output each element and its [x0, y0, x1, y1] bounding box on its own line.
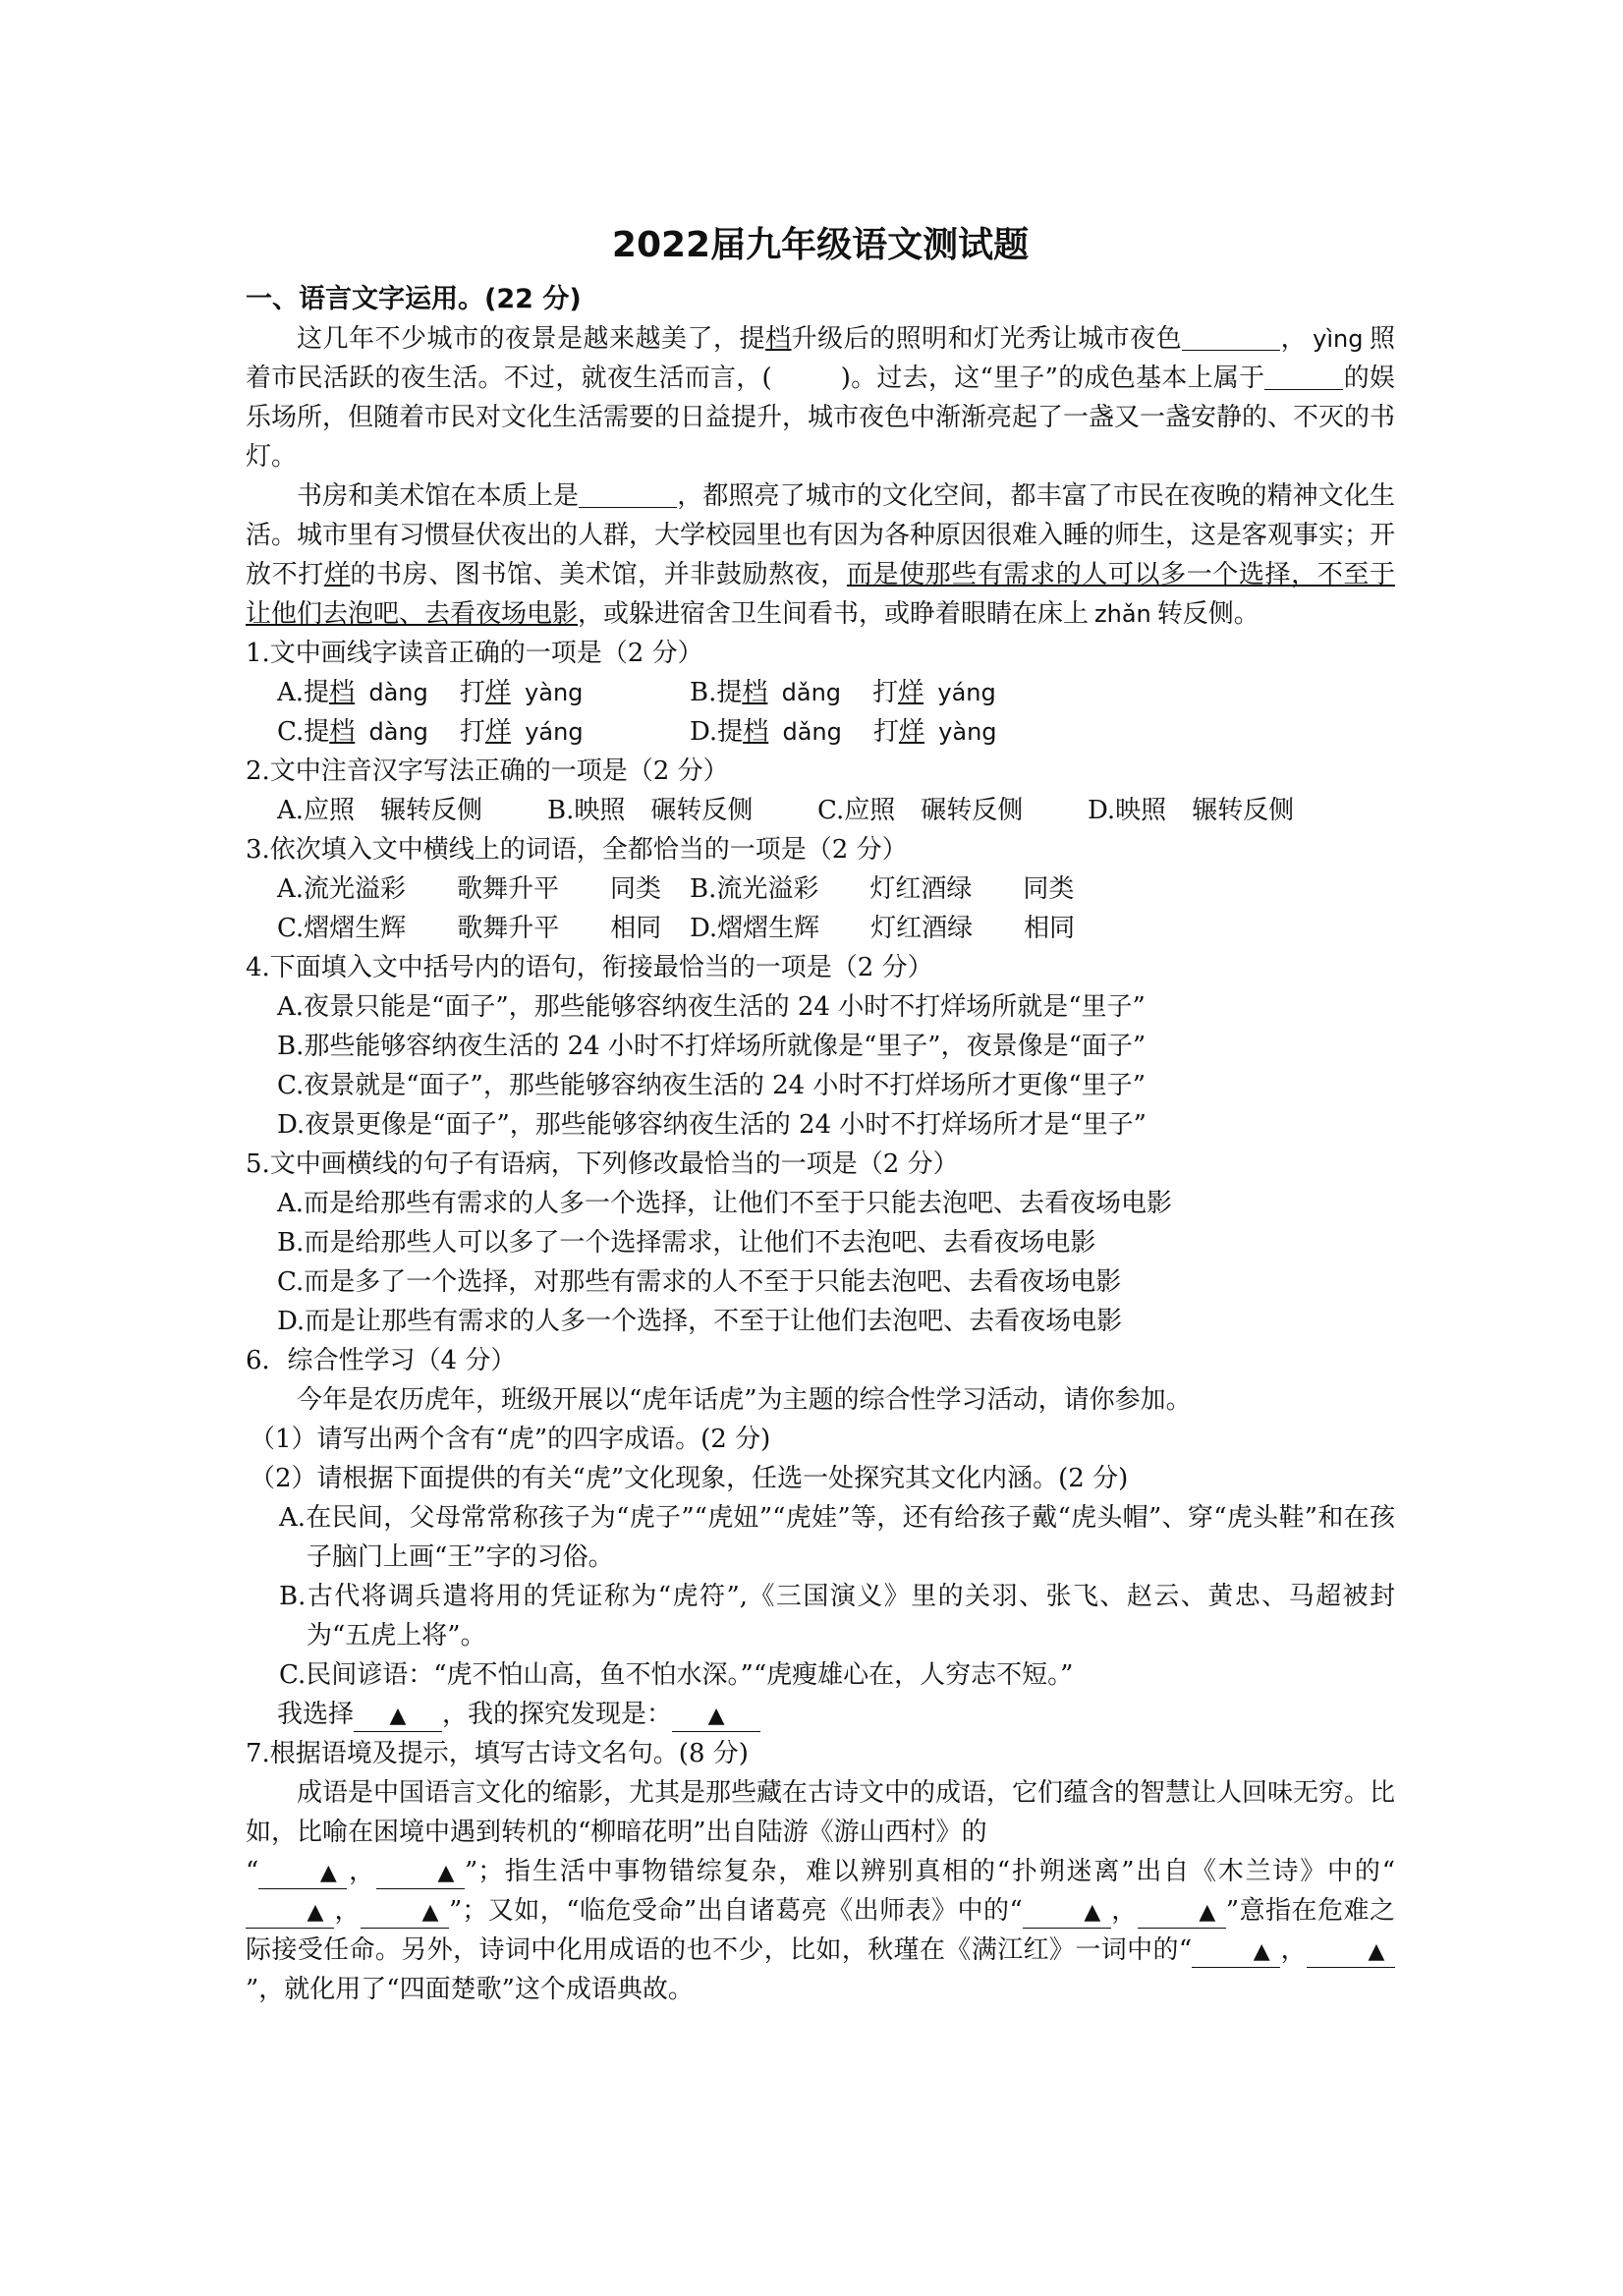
option-2b[interactable]: B.映照 碾转反侧: [547, 796, 754, 825]
passage-text: ，或躲进宿舍卫生间看书，或睁着眼睛在床上: [578, 599, 1090, 629]
option-char: 档: [743, 717, 769, 747]
passage-text: ，: [1280, 324, 1308, 354]
q7-text: ，: [334, 1896, 361, 1926]
pinyin-zhan: zhǎn: [1094, 600, 1151, 628]
answer-prefix: 我选择: [277, 1700, 355, 1729]
q7-blank-5[interactable]: [1023, 1896, 1111, 1929]
q7-blank-4[interactable]: [361, 1896, 449, 1929]
option-label: A.提: [277, 678, 330, 707]
q7-text: ”；又如，“临危受命”出自诸葛亮《出师表》中的“: [448, 1896, 1023, 1926]
option-char: 档: [742, 678, 768, 707]
q7-text: ，: [347, 1857, 376, 1886]
underlined-char-yang: 烊: [323, 560, 351, 589]
option-3d[interactable]: D.熠熠生辉 灯红酒绿 相同: [690, 914, 1076, 943]
q7-blank-1[interactable]: [258, 1857, 347, 1889]
passage-text: ，都照亮了城市的文化空间，都丰富了市民在夜晚的精神文化生活。城市里有习惯昼伏夜出的人群，大学校园里也有因为各种原因很难入睡的师生，这是客观事实；开放不打: [246, 481, 1396, 589]
passage-text: 书房和美术馆在本质上是: [297, 481, 580, 511]
pinyin-ying: yìng: [1313, 325, 1364, 353]
q7-blank-7[interactable]: [1192, 1935, 1280, 1968]
passage-text: 的娱乐场所，但随着市民对文化生活需要的日益提升，城市夜色中渐渐亮起了一盏又一盏安静的、不灭的书灯。: [246, 364, 1396, 472]
answer-blank-finding[interactable]: [672, 1700, 760, 1732]
section-heading: 一、语言文字运用。(22 分): [246, 284, 582, 314]
q7-blank-8[interactable]: [1307, 1935, 1395, 1968]
question-6-item-b: B.古代将调兵遣将用的凭证称为“虎符”,《三国演义》里的关羽、张飞、赵云、黄忠、马超被封为“五虎上将”。: [279, 1582, 1395, 1651]
option-2c[interactable]: C.应照 碾转反侧: [817, 796, 1024, 825]
option-4d[interactable]: D.夜景更像是“面子”，那些能够容纳夜生活的 24 小时不打烊场所才是“里子”: [277, 1110, 1147, 1140]
option-5d[interactable]: D.而是让那些有需求的人多一个选择，不至于让他们去泡吧、去看夜场电影: [277, 1307, 1123, 1336]
triangle-icon: ▲: [437, 1861, 455, 1885]
option-char: 烊: [484, 678, 511, 707]
question-6-sub1: （1）请写出两个含有“虎”的四字成语。(2 分): [250, 1425, 771, 1454]
question-6-intro: 今年是农历虎年，班级开展以“虎年话虎”为主题的综合性学习活动，请你参加。: [297, 1385, 1192, 1415]
option-1d[interactable]: [690, 712, 1102, 752]
question-2-options: [246, 791, 1395, 830]
option-3a[interactable]: A.流光溢彩 歌舞升平 同类: [277, 874, 662, 904]
passage-text: 这几年不少城市的夜景是越来越美了，提: [297, 324, 766, 354]
option-5b[interactable]: B.而是给那些人可以多了一个选择需求，让他们不去泡吧、去看夜场电影: [277, 1228, 1096, 1258]
triangle-icon: ▲: [307, 1900, 324, 1925]
fill-blank-3: [1264, 364, 1343, 390]
exam-title: 2022届九年级语文测试题: [611, 225, 1030, 265]
q7-blank-6[interactable]: [1138, 1896, 1226, 1929]
option-label: D.提: [690, 717, 744, 747]
option-4a[interactable]: A.夜景只能是“面子”，那些能够容纳夜生活的 24 小时不打烊场所就是“里子”: [277, 992, 1146, 1022]
question-7-passage: [246, 1773, 1395, 2009]
question-6-item-a: A.在民间，父母常常称孩子为“虎子”“虎妞”“虎娃”等，还有给孩子戴“虎头帽”、穿“虎头鞋”和在孩子脑门上画“王”字的习俗。: [279, 1503, 1395, 1572]
option-row: [277, 909, 1395, 948]
option-row: [277, 712, 1395, 752]
option-char: 烊: [484, 717, 511, 747]
option-2d[interactable]: D.映照 辗转反侧: [1088, 796, 1295, 825]
q7-text: ，: [1280, 1935, 1307, 1965]
triangle-icon: ▲: [389, 1704, 407, 1728]
q7-blank-3[interactable]: [246, 1896, 334, 1929]
option-label: 打: [872, 717, 899, 747]
option-3b[interactable]: B.流光溢彩 灯红酒绿 同类: [690, 874, 1075, 904]
question-6-answer: [246, 1695, 1395, 1734]
passage-text: 的书房、图书馆、美术馆，并非鼓励熬夜，: [350, 560, 847, 589]
question-6-item-c: C.民间谚语：“虎不怕山高，鱼不怕水深。”“虎瘦雄心在，人穷志不短。”: [279, 1660, 1074, 1690]
question-1-options: [246, 673, 1395, 752]
option-char: 烊: [898, 717, 924, 747]
option-4c[interactable]: C.夜景就是“面子”，那些能够容纳夜生活的 24 小时不打烊场所才更像“里子”: [277, 1071, 1147, 1100]
option-row: [277, 673, 1395, 712]
passage-paragraph-2: [246, 476, 1395, 634]
option-row: [277, 791, 1395, 830]
passage-paragraph-1: [246, 319, 1395, 476]
q7-text: ，: [1110, 1896, 1138, 1926]
fill-blank-2: [579, 481, 677, 508]
option-pinyin: yáng: [525, 718, 584, 746]
option-pinyin: dàng: [368, 679, 428, 706]
option-label: 打: [459, 717, 485, 747]
option-label: B.提: [690, 678, 743, 707]
triangle-icon: ▲: [1368, 1939, 1385, 1964]
option-pinyin: dǎng: [781, 679, 842, 706]
option-2a[interactable]: A.应照 辗转反侧: [277, 796, 483, 825]
exam-content: [246, 221, 1395, 2009]
question-1-stem: 1.文中画线字读音正确的一项是（2 分）: [246, 639, 703, 668]
option-label: 打: [459, 678, 485, 707]
underlined-char-dang: 档: [765, 324, 792, 354]
triangle-icon: ▲: [707, 1704, 725, 1728]
paren-blank: [772, 364, 841, 390]
answer-middle: ，我的探究发现是：: [442, 1700, 673, 1729]
option-pinyin: yàng: [938, 718, 997, 746]
option-3c[interactable]: C.熠熠生辉 歌舞升平 相同: [277, 914, 662, 943]
option-label: C.提: [277, 717, 330, 747]
underlined-sentence: 而是使那些有需求的人可以多一个选择，不至于让他们去泡吧、去看夜场电影: [246, 560, 1395, 629]
option-1b[interactable]: [690, 673, 1102, 712]
option-char: 烊: [898, 678, 924, 707]
passage-text: 照着市民活跃的夜生活。不过，就夜生活而言，(: [246, 324, 1395, 393]
question-7-stem: 7.根据语境及提示，填写古诗文名句。(8 分): [246, 1739, 749, 1768]
answer-blank-choice[interactable]: [354, 1700, 442, 1732]
option-1a[interactable]: [277, 673, 690, 712]
question-6-sub2: （2）请根据下面提供的有关“虎”文化现象，任选一处探究其文化内涵。(2 分): [250, 1464, 1129, 1493]
q7-blank-2[interactable]: [376, 1857, 465, 1889]
triangle-icon: ▲: [1084, 1900, 1101, 1925]
triangle-icon: ▲: [1253, 1939, 1270, 1964]
option-pinyin: dǎng: [782, 718, 842, 746]
option-4b[interactable]: B.那些能够容纳夜生活的 24 小时不打烊场所就像是“里子”，夜景像是“面子”: [277, 1032, 1147, 1061]
question-6-stem: 6．综合性学习（4 分）: [246, 1346, 517, 1375]
fill-blank-1: [1182, 324, 1280, 351]
option-pinyin: yàng: [525, 679, 584, 706]
question-3-options: [246, 869, 1395, 948]
option-label: 打: [872, 678, 899, 707]
option-5c[interactable]: C.而是多了一个选择，对那些有需求的人不至于只能去泡吧、去看夜场电影: [277, 1267, 1122, 1297]
q7-text: ”，就化用了“四面楚歌”这个成语典故。: [246, 1975, 694, 2004]
q7-text: ”；指生活中事物错综复杂，难以辨别真相的“扑朔迷离”出自《木兰诗》中的“: [464, 1857, 1395, 1886]
q7-text: “: [246, 1857, 259, 1886]
option-row: [277, 869, 1395, 909]
option-1c[interactable]: [277, 712, 690, 752]
passage-text: )。过去，这“里子”的成色基本上属于: [840, 364, 1265, 393]
option-char: 档: [329, 678, 356, 707]
triangle-icon: ▲: [1199, 1900, 1216, 1925]
q7-text: 成语是中国语言文化的缩影，尤其是那些藏在古诗文中的成语，它们蕴含的智慧让人回味无穷。比如，比喻在困境中遇到转机的“柳暗花明”出自陆游《游山西村》的: [246, 1778, 1396, 1847]
passage-text: 升级后的照明和灯光秀让城市夜色: [791, 324, 1183, 354]
question-3-stem: 3.依次填入文中横线上的词语，全都恰当的一项是（2 分）: [246, 835, 908, 865]
question-2-stem: 2.文中注音汉字写法正确的一项是（2 分）: [246, 756, 729, 786]
question-4-stem: 4.下面填入文中括号内的语句，衔接最恰当的一项是（2 分）: [246, 953, 933, 982]
question-5-stem: 5.文中画横线的句子有语病，下列修改最恰当的一项是（2 分）: [246, 1149, 959, 1179]
q7-text: ”意指在危难之际接受任命。另外，诗词中化用成语的也不少，比如，秋瑾在《满江红》一词中的“: [246, 1896, 1395, 1965]
triangle-icon: ▲: [421, 1900, 439, 1925]
option-pinyin: dàng: [368, 718, 428, 746]
triangle-icon: ▲: [319, 1861, 337, 1885]
option-5a[interactable]: A.而是给那些有需求的人多一个选择，让他们不至于只能去泡吧、去看夜场电影: [277, 1189, 1173, 1218]
passage-text: 转反侧。: [1156, 599, 1259, 629]
option-char: 档: [329, 717, 356, 747]
option-pinyin: yáng: [937, 679, 996, 706]
